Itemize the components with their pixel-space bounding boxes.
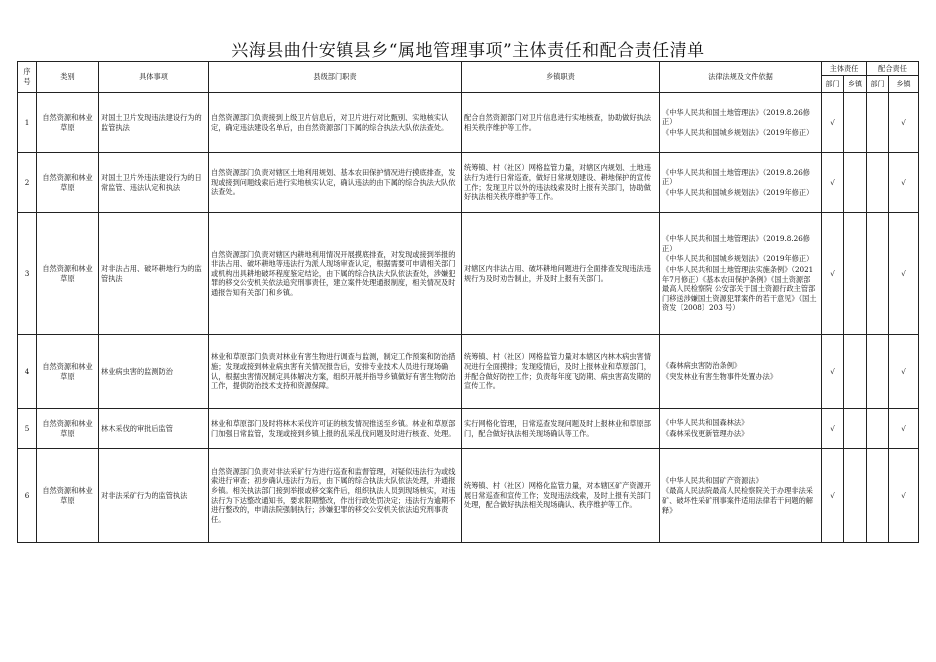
row-laws (660, 213, 822, 335)
main-town-check (844, 335, 867, 409)
main-dept-check: √ (822, 93, 844, 153)
coop-town-check: √ (889, 335, 919, 409)
main-dept-check: √ (822, 213, 844, 335)
row-item: 对国土卫片外违法建设行为的日常监管、违法认定和执法 (99, 153, 209, 213)
law-reference: 《中华人民共和国森林法》 (662, 418, 749, 428)
row-item: 对非法采矿行为的监管执法 (99, 449, 209, 543)
header-county: 县级部门职责 (209, 62, 462, 93)
coop-town-check: √ (889, 409, 919, 449)
law-reference: 《中华人民共和国土地管理法》（2019.8.26修正） (662, 107, 810, 127)
coop-dept-check (867, 213, 889, 335)
row-item: 对非法占用、破坏耕地行为的监管执法 (99, 213, 209, 335)
header-coop-dept: 部门 (867, 76, 889, 93)
row-laws (660, 335, 822, 409)
header-item: 具体事项 (99, 62, 209, 93)
responsibility-table (17, 61, 919, 543)
page-title: 兴海县曲什安镇县乡“属地管理事项”主体责任和配合责任清单 (231, 41, 705, 61)
row-item: 对国土卫片发现违法建设行为的监管执法 (99, 93, 209, 153)
coop-town-check: √ (889, 449, 919, 543)
header-law: 法律法规及文件依据 (660, 62, 822, 93)
row-county-duty: 自然资源部门负责对非法采矿行为进行巡查和监督管理，对疑似违法行为或线索进行审查；初步确认违法行为后，由下属的综合执法大队依法处理，并通报乡镇。相关执法部门接到举报或移交案件后，组织执法人员到现场核实，对违法行为下达整改通知书，要求限期整改，作出行政处罚决定；违法行为逾期不进行整改的，申请法院强制执行；涉嫌犯罪的移交公安机关依法追究刑事责任。 (209, 449, 462, 543)
law-reference: 《中华人民共和国土地管理法》（2019.8.26修正） (662, 167, 810, 187)
table-row (18, 409, 919, 449)
law-reference: 《最高人民法院最高人民检察院关于办理非法采矿、破坏性采矿刑事案件适用法律若干问题的解释》 (662, 486, 813, 515)
header-coop-resp: 配合责任 (867, 62, 919, 76)
coop-dept-check (867, 335, 889, 409)
row-county-duty: 林业和草原部门负责对林业有害生物进行调查与监测，制定工作预案和防治措施；发现或接到林业病虫害有关情况报告后，安排专业技术人员进行现场确认，根据虫害情况制定具体解决方案，组织开展并指导乡镇做好有害生物防治工作，提供防治技术支持和资源保障。 (209, 335, 462, 409)
main-town-check (844, 409, 867, 449)
row-category: 自然资源和林业草原 (37, 93, 99, 153)
law-reference: 《森林病虫害防治条例》 (662, 361, 742, 371)
row-town-duty: 统筹镇、村（社区）网格监管力量，对辖区内规划、土地违法行为进行日常巡查，做好日常规划建设、耕地保护的宣传工作；发现卫片以外的违法线索及时上报有关部门，协助做好执法相关秩序维护等工作。 (462, 153, 660, 213)
main-dept-check: √ (822, 449, 844, 543)
main-town-check (844, 93, 867, 153)
coop-dept-check (867, 93, 889, 153)
header-category: 类别 (37, 62, 99, 93)
row-laws (660, 449, 822, 543)
table-row (18, 335, 919, 409)
row-item: 林木采伐的审批后监管 (99, 409, 209, 449)
table-row (18, 93, 919, 153)
main-town-check (844, 153, 867, 213)
row-county-duty: 林业和草原部门及时将林木采伐许可证的核发情况推送至乡镇。林业和草原部门加强日常监管，发现或接到乡镇上报的乱采乱伐问题及时进行核查、处理。 (209, 409, 462, 449)
main-dept-check: √ (822, 409, 844, 449)
law-reference: 《突发林业有害生物事件处置办法》 (662, 372, 778, 381)
main-dept-check: √ (822, 153, 844, 213)
row-town-duty: 实行网格化管理，日常巡查发现问题及时上报林业和草原部门，配合做好执法相关现场确认等工作。 (462, 409, 660, 449)
main-town-check (844, 449, 867, 543)
row-seq: 5 (18, 409, 37, 449)
row-town-duty: 对辖区内非法占用、破坏耕地问题进行全面排查发现违法违规行为及时劝告制止，并及时上报有关部门。 (462, 213, 660, 335)
coop-town-check: √ (889, 213, 919, 335)
coop-dept-check (867, 449, 889, 543)
law-reference: 《中华人民共和国土地管理法实施条例》（2021年7月修正）《基本农田保护条例》《国土资源部 最高人民检察院 公安部关于国土资源行政主管部门移送涉嫌国土资源犯罪案件的若干意见》（国土资发〔2008〕203 号） (662, 264, 817, 313)
table-row (18, 449, 919, 543)
law-reference: 《中华人民共和国城乡规划法》（2019年修正） (662, 254, 814, 264)
row-town-duty: 统筹镇、村（社区）网格化监管力量，对本辖区矿产资源开展日常巡查和宣传工作；发现违法线索，及时上报有关部门处理，配合做好执法相关现场确认、秩序维护等工作。 (462, 449, 660, 543)
table-row (18, 213, 919, 335)
law-reference: 《森林采伐更新管理办法》 (662, 429, 749, 438)
row-laws (660, 93, 822, 153)
main-town-check (844, 213, 867, 335)
row-category: 自然资源和林业草原 (37, 449, 99, 543)
row-laws (660, 153, 822, 213)
header-seq: 序号 (18, 62, 37, 93)
row-seq: 3 (18, 213, 37, 335)
header-town: 乡镇职责 (462, 62, 660, 93)
coop-dept-check (867, 153, 889, 213)
row-seq: 1 (18, 93, 37, 153)
row-county-duty: 自然资源部门负责对辖区土地利用规划、基本农田保护情况进行摸底排查，发现或接到问题线索后进行实地核实认定，确认违法的由下属的综合执法大队依法查处。 (209, 153, 462, 213)
header-main-town: 乡镇 (844, 76, 867, 93)
law-reference: 《中华人民共和国土地管理法》（2019.8.26修正） (662, 234, 810, 253)
row-seq: 2 (18, 153, 37, 213)
row-item: 林业病虫害的监测防治 (99, 335, 209, 409)
law-reference: 《中华人民共和国城乡规划法》（2019年修正） (662, 187, 814, 197)
row-laws (660, 409, 822, 449)
row-county-duty: 自然资源部门负责对辖区内耕地利用情况开展摸底排查，对发现或接到举报的非法占用、破坏耕地等违法行为派人现场审查认定，根据需要可申请相关部门或机构出具耕地破坏程度鉴定结论，由下属的综合执法大队依法查处，涉嫌犯罪的移交公安机关依法追究刑事责任，建立案件处理通报制度，相关情况及时通报告知有关部门和乡镇。 (209, 213, 462, 335)
coop-dept-check (867, 409, 889, 449)
row-seq: 6 (18, 449, 37, 543)
row-category: 自然资源和林业草原 (37, 213, 99, 335)
coop-town-check: √ (889, 93, 919, 153)
table-row (18, 153, 919, 213)
row-town-duty: 统筹镇、村（社区）网格监管力量对本辖区内林木病虫害情况进行全面摸排；发现疫情后，及时上报林业和草原部门，并配合做好防控工作；负责每年度飞防期、病虫害高发期的宣传工作。 (462, 335, 660, 409)
row-category: 自然资源和林业草原 (37, 335, 99, 409)
row-town-duty: 配合自然资源部门对卫片信息进行实地核查，协助做好执法相关秩序维护等工作。 (462, 93, 660, 153)
row-county-duty: 自然资源部门负责接到上级卫片信息后，对卫片进行对比甄别、实地核实认定，确定违法建设名单后，由自然资源部门下属的综合执法大队依法查处。 (209, 93, 462, 153)
header-main-dept: 部门 (822, 76, 844, 93)
coop-town-check: √ (889, 153, 919, 213)
row-seq: 4 (18, 335, 37, 409)
row-category: 自然资源和林业草原 (37, 409, 99, 449)
law-reference: 《中华人民共和国矿产资源法》 (662, 475, 763, 485)
header-main-resp: 主体责任 (822, 62, 867, 76)
header-coop-town: 乡镇 (889, 76, 919, 93)
row-category: 自然资源和林业草原 (37, 153, 99, 213)
main-dept-check: √ (822, 335, 844, 409)
law-reference: 《中华人民共和国城乡规划法》（2019年修正） (662, 127, 814, 137)
